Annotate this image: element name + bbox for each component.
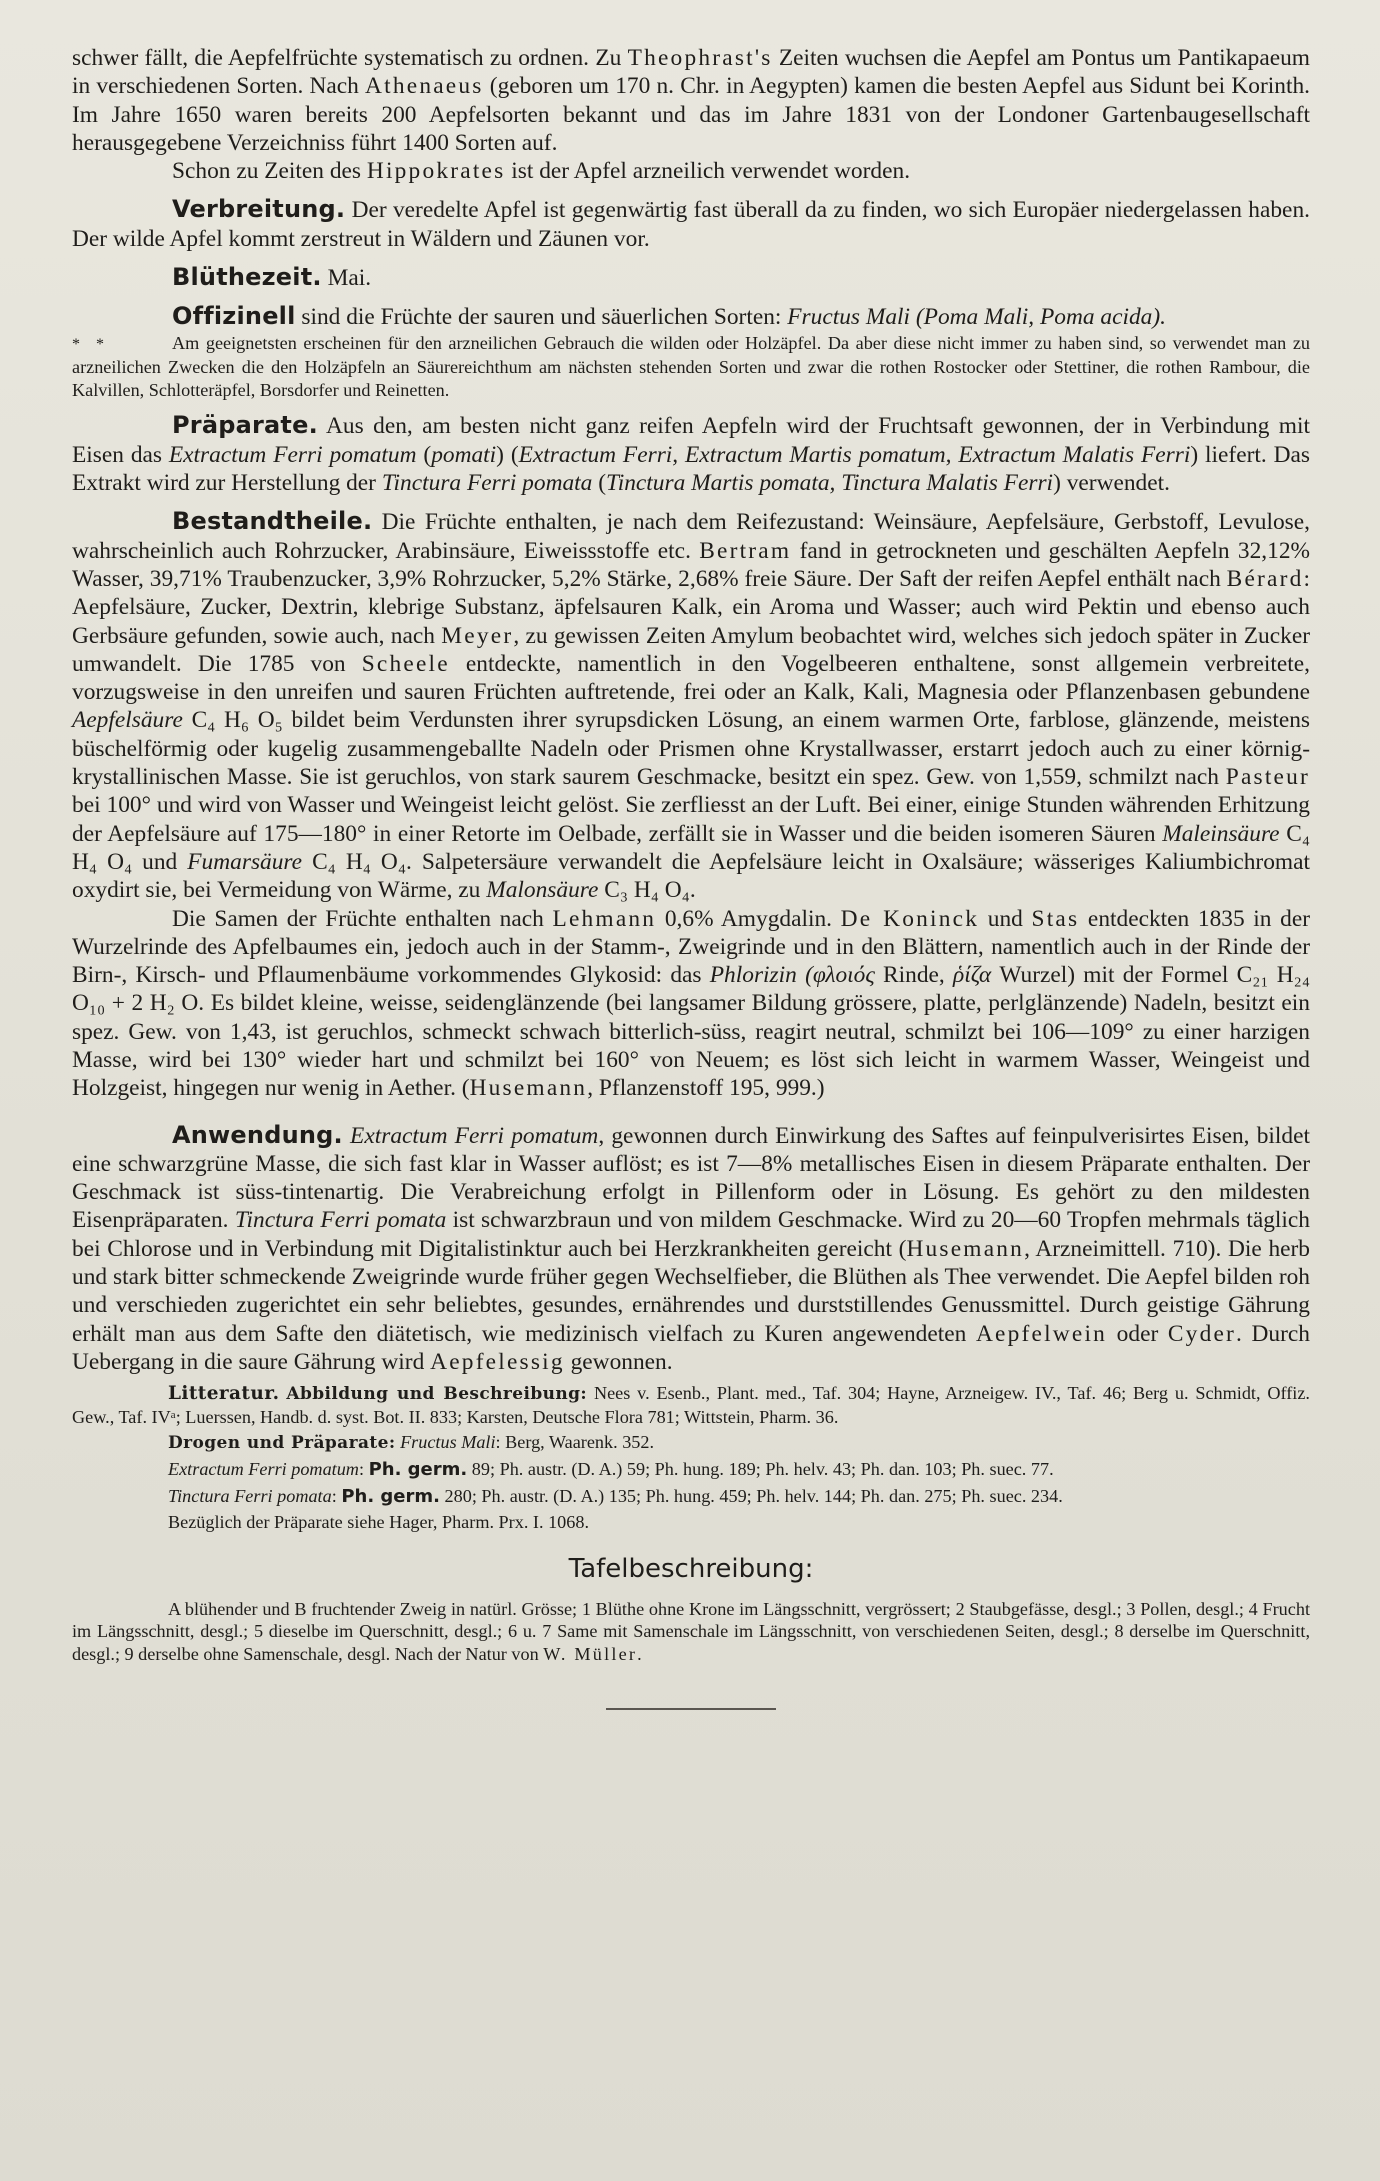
section-bluethezeit: Blüthezeit. Mai. bbox=[172, 263, 372, 292]
section-praeparate: Präparate. Aus den, am besten nicht ganz reifen Aepfeln wird der Fruchtsaft gewonnen, der in Verbindung mit Eisen das Extractum Ferri pomatum (pomati) (Extractum Ferri, Extractum Martis pomatum, Extractum Malatis Ferri) liefert. Das Extrakt wird zur Herstellung der Tinctura Ferri pomata (Tinctura Martis pomata, Tinctura Malatis Ferri) verwendet. bbox=[72, 411, 1310, 497]
section-offizinell: Offizinell sind die Früchte der sauren und säuerlichen Sorten: Fructus Mali (Poma Mali, Poma acida). bbox=[172, 302, 1166, 331]
litteratur-extractum: Extractum Ferri pomatum: Ph. germ. 89; Ph. austr. (D. A.) 59; Ph. hung. 189; Ph. helv. 43; Ph. dan. 103; Ph. suec. 77. bbox=[168, 1459, 1054, 1481]
section-heading: Präparate. bbox=[172, 411, 318, 440]
ph-germ-label: Ph. germ. bbox=[368, 1459, 468, 1481]
author-name: Hippokrates bbox=[366, 158, 506, 185]
offizinell-note: * * Am geeignetsten erscheinen für den arzneilichen Gebrauch die wilden oder Holzäpfel. Da aber diese nicht immer zu haben sind, so verwendet man zu arzneilichen Zwecken die den Holzäpfeln an Säurereichthum am nächsten stehenden Sorten und zwar die rothen Rostocker oder Stettiner, die rothen Rambour, die Kalvillen, Schlotteräpfel, Borsdorfer und Reinetten. bbox=[72, 332, 1310, 400]
intro-paragraph-2: Schon zu Zeiten des Hippokrates ist der Apfel arzneilich verwendet worden. bbox=[172, 158, 911, 185]
section-verbreitung: Verbreitung. Der veredelte Apfel ist gegenwärtig fast überall da zu finden, wo sich Europäer niedergelassen haben. Der wilde Apfel kommt zerstreut in Wäldern und Zäunen vor. bbox=[72, 195, 1310, 252]
litteratur-drogen: Drogen und Präparate: Fructus Mali: Berg, Waarenk. 352. bbox=[168, 1432, 655, 1454]
author-name: Athenaeus bbox=[365, 73, 484, 100]
ph-germ-label: Ph. germ. bbox=[341, 1485, 440, 1507]
litteratur-abbildung: Litteratur. Abbildung und Beschreibung: Nees v. Esenb., Plant. med., Taf. 304; Hayne, Arzneigew. IV., Taf. 46; Berg u. Schmidt, Offiz. Gew., Taf. IVᵃ; Luerssen, Handb. d. syst. Bot. II. 833; Karsten, Deutsche Flora 781; Wittstein, Pharm. 36. bbox=[72, 1383, 1310, 1427]
author-name: Theophrast's bbox=[627, 45, 773, 71]
section-heading: Anwendung. bbox=[172, 1120, 343, 1149]
section-bestandtheile: Bestandtheile. Die Früchte enthalten, je nach dem Reifezustand: Weinsäure, Aepfelsäure, Gerbstoff, Levulose, wahrscheinlich auch Rohrzucker, Arabinsäure, Eiweissstoffe etc. Bertram fand in getrockneten und geschälten Aepfeln 32,12% Wasser, 39,71% Traubenzucker, 3,9% Rohrzucker, 5,2% Stärke, 2,68% freie Säure. Der Saft der reifen Aepfel enthält nach Bérard: Aepfelsäure, Zucker, Dextrin, klebrige Substanz, äpfelsauren Kalk, ein Aroma und Wasser; auch wird Pektin und ebenso auch Gerbsäure gefunden, sowie auch, nach Meyer, zu gewissen Zeiten Amylum beobachtet wird, welches sich jedoch später in Zucker umwandelt. Die 1785 von Scheele entdeckte, namentlich in den Vogelbeeren enthaltene, sonst allgemein verbreitete, vorzugsweise in den unreifen und sauren Früchten auftretende, frei oder an Kalk, Kali, Magnesia oder Pflanzenbasen gebundene Aepfelsäure C₄ H₆ O₅ bildet beim Verdunsten ihrer syrupsdicken Lösung, an einem warmen Orte, farblose, glänzende, meistens büschelförmig oder kugelig zusammengeballte Nadeln oder Prismen ohne Krystallwasser, erstarrt jedoch auch zu einer körnig-krystallinischen Masse. Sie ist geruchlos, von stark saurem Geschmacke, besitzt ein spez. Gew. von 1,559, schmilzt nach Pasteur bei 100° und wird von Wasser und Weingeist leicht gelöst. Sie zerfliesst an der Luft. Bei einer, einige Stunden währenden Erhitzung der Aepfelsäure auf 175—180° in einer Retorte im Oelbade, zerfällt sie in Wasser und die beiden isomeren Säuren Maleinsäure C₄ H₄ O₄ und Fumarsäure C₄ H₄ O₄. Salpetersäure verwandelt die Aepfelsäure leicht in Oxalsäure; wässeriges Kaliumbichromat oxydirt sie, bei Vermeidung von Wärme, zu Malonsäure C₃ H₄ O₄. bbox=[72, 507, 1310, 904]
tafel-title: Tafelbeschreibung: bbox=[568, 1553, 814, 1584]
section-heading: Blüthezeit. bbox=[172, 263, 322, 292]
litteratur-tinctura: Tinctura Ferri pomata: Ph. germ. 280; Ph. austr. (D. A.) 135; Ph. hung. 459; Ph. helv. 144; Ph. dan. 275; Ph. suec. 234. bbox=[168, 1485, 1063, 1507]
litteratur-hager: Bezüglich der Präparate siehe Hager, Pharm. Prx. I. 1068. bbox=[168, 1512, 589, 1533]
end-divider bbox=[606, 1708, 776, 1710]
bestandtheile-paragraph-2: Die Samen der Früchte enthalten nach Lehmann 0,6% Amygdalin. De Koninck und Stas entdeckten 1835 in der Wurzelrinde des Apfelbaumes ein, jedoch auch in der Stamm-, Zweigrinde und in den Blättern, namentlich auch in der Rinde der Birn-, Kirsch- und Pflaumenbäume vorkommendes Glykosid: das Phlorizin (φλοιός Rinde, ῥίζα Wurzel) mit der Formel C₂₁ H₂₄ O₁₀ + 2 H₂ O. Es bildet kleine, weisse, seidenglänzende (bei langsamer Bildung grössere, platte, perlglänzende) Nadeln, besitzt ein spez. Gew. von 1,43, ist geruchlos, schmeckt schwach bitterlich-süss, reagirt neutral, schmilzt bei 106—109° zu einer harzigen Masse, wird bei 130° wieder hart und schmilzt bei 160° von Neuem; es löst sich leicht in warmem Wasser, Weingeist und Holzgeist, hingegen nur wenig in Aether. (Husemann, Pflanzenstoff 195, 999.) bbox=[72, 905, 1310, 1102]
note-marker: * * bbox=[72, 335, 110, 353]
section-heading: Offizinell bbox=[172, 302, 296, 331]
section-heading: Verbreitung. bbox=[172, 195, 346, 224]
tafel-description: A blühender und B fruchtender Zweig in natürl. Grösse; 1 Blüthe ohne Krone im Längsschnitt, vergrössert; 2 Staubgefässe, desgl.; 3 Pollen, desgl.; 4 Frucht im Längsschnitt, desgl.; 5 dieselbe im Querschnitt, desgl.; 6 u. 7 Same mit Samenschale im Längsschnitt, von verschiedenen Seiten, desgl.; 8 derselbe im Querschnitt, desgl.; 9 derselbe ohne Samenschale, desgl. Nach der Natur von W. Müller. bbox=[72, 1598, 1310, 1664]
section-heading: Litteratur. bbox=[168, 1383, 280, 1405]
section-anwendung: Anwendung. Extractum Ferri pomatum, gewonnen durch Einwirkung des Saftes auf feinpulverisirtes Eisen, bildet eine schwarzgrüne Masse, die sich fast klar in Wasser auflöst; es ist 7—8% metallisches Eisen in diesem Präparate enthalten. Der Geschmack ist süss-tintenartig. Die Verabreichung erfolgt in Pillenform oder in Lösung. Es gehört zu den mildesten Eisenpräparaten. Tinctura Ferri pomata ist schwarzbraun und von mildem Geschmacke. Wird zu 20—60 Tropfen mehrmals täglich bei Chlorose und in Verbindung mit Digitalistinktur auch bei Herzkrankheiten gereicht (Husemann, Arzneimittell. 710). Die herb und stark bitter schmeckende Zweigrinde wurde früher gegen Wechselfieber, die Blüthen als Thee verwendet. Die Aepfel bilden roh und verschieden zugerichtet ein sehr beliebtes, gesundes, ernährendes und durststillendes Genussmittel. Durch geistige Gährung erhält man aus dem Safte den diätetisch, wie medizinisch vielfach zu Kuren angewendeten Aepfelwein oder Cyder. Durch Uebergang in die saure Gährung wird Aepfelessig gewonnen. bbox=[72, 1120, 1311, 1375]
section-heading: Bestandtheile. bbox=[172, 507, 373, 536]
intro-paragraph: schwer fällt, die Aepfelfrüchte systematisch zu ordnen. Zu Theophrast's Zeiten wuchsen die Aepfel am Pontus um Pantikapaeum in verschiedenen Sorten. Nach Athenaeus (geboren um 170 n. Chr. in Aegypten) kamen die besten Aepfel aus Sidunt bei Korinth. Im Jahre 1650 waren bereits 200 Aepfelsorten bekannt und das im Jahre 1831 von der Londoner Gartenbaugesellschaft herausgegebene Verzeichniss führt 1400 Sorten auf. bbox=[72, 45, 1311, 156]
